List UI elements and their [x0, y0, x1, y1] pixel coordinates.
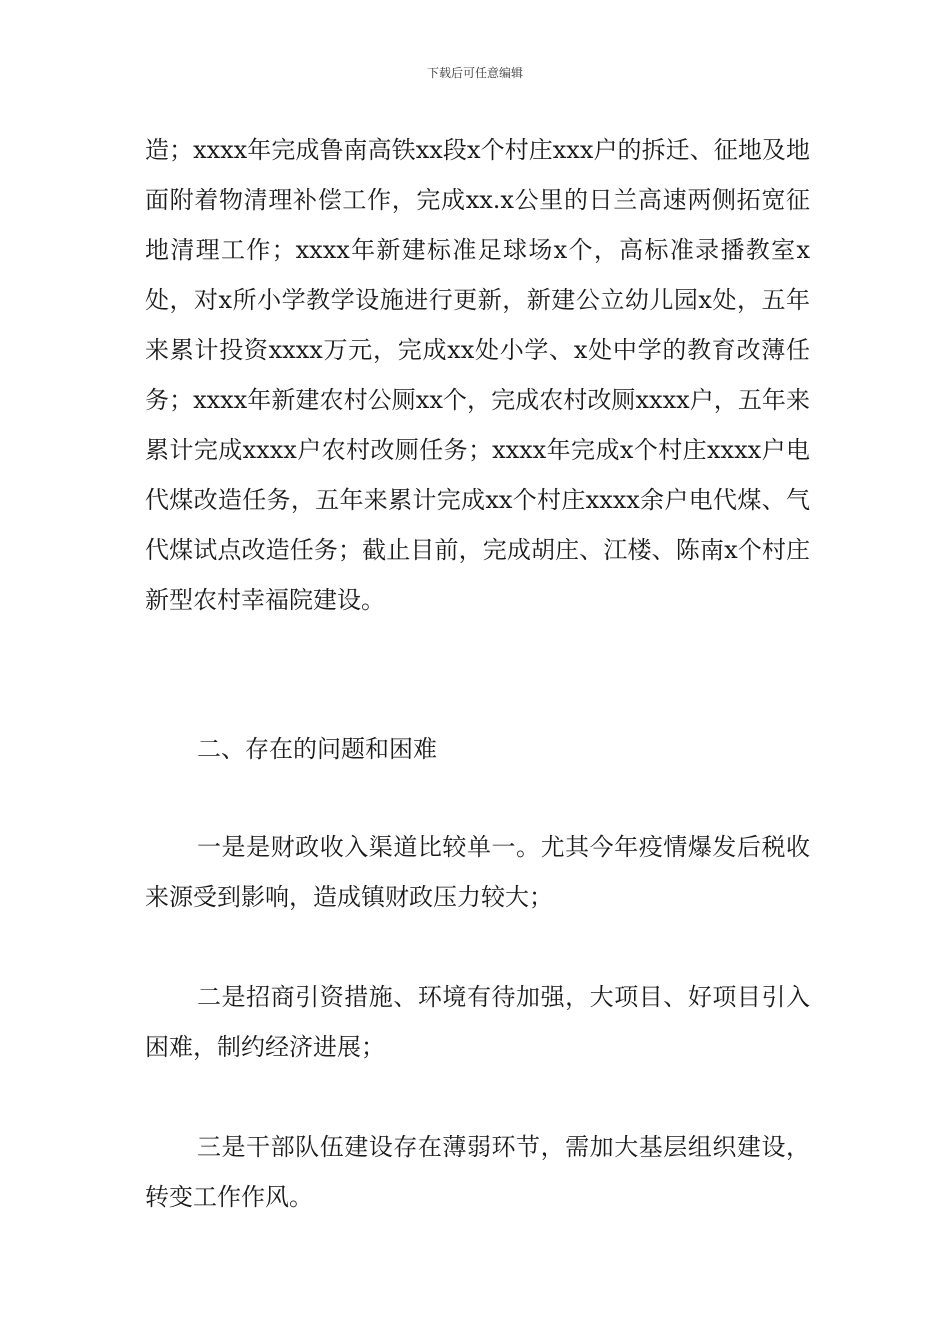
section-heading-problems: 二、存在的问题和困难 [197, 735, 437, 763]
page-header-note: 下载后可任意编辑 [426, 66, 523, 80]
problem-item-2: 二是招商引资措施、环境有待加强，大项目、好项目引入困难，制约经济进展； [145, 983, 810, 1061]
problem-item-3: 三是干部队伍建设存在薄弱环节，需加大基层组织建设，转变工作作风。 [145, 1133, 810, 1211]
problem-item-1: 一是是财政收入渠道比较单一。尤其今年疫情爆发后税收来源受到影响，造成镇财政压力较大； [145, 833, 810, 911]
body-paragraph-achievements: 造；xxxx年完成鲁南高铁xx段x个村庄xxx户的拆迁、征地及地面附着物清理补偿工作，完成xx.x公里的日兰高速两侧拓宽征地清理工作；xxxx年新建标准足球场x个，高标准录播教室x处，对x所小学教学设施进行更新，新建公立幼儿园x处，五年来累计投资xxxx万元，完成xx处小学、x处中学的教育改薄任务；xxxx年新建农村公厕xx个，完成农村改厕xxxx户，五年来累计完成xxxx户农村改厕任务；xxxx年完成x个村庄xxxx户电代煤改造任务，五年来累计完成xx个村庄xxxx余户电代煤、气代煤试点改造任务；截止目前，完成胡庄、江楼、陈南x个村庄新型农村幸福院建设。 [145, 136, 810, 614]
